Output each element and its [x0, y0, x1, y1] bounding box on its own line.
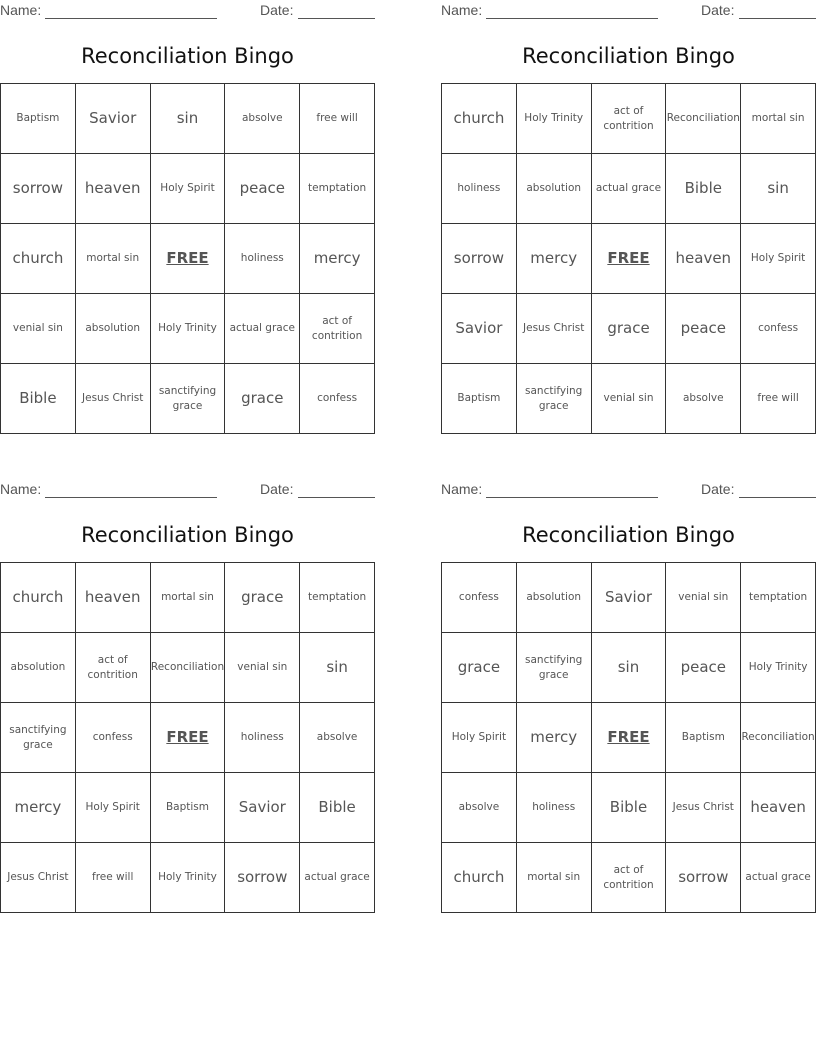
- bingo-cell: holiness: [225, 703, 300, 773]
- bingo-card: [441, 479, 816, 891]
- bingo-cell: temptation: [741, 563, 816, 633]
- date-label: Date:: [701, 481, 735, 497]
- bingo-grid: [441, 562, 816, 913]
- bingo-cell: act of contrition: [592, 843, 667, 913]
- bingo-cell: free will: [300, 84, 375, 154]
- bingo-cell: Jesus Christ: [76, 364, 151, 434]
- bingo-cell: holiness: [225, 224, 300, 294]
- bingo-cell: Holy Trinity: [517, 84, 592, 154]
- name-label: Name:: [441, 481, 483, 497]
- bingo-cell: Jesus Christ: [666, 773, 741, 843]
- bingo-cell: absolution: [1, 633, 76, 703]
- bingo-cell: Baptism: [442, 364, 517, 434]
- bingo-card: [0, 0, 375, 412]
- bingo-cell: church: [1, 563, 76, 633]
- bingo-cell: sorrow: [666, 843, 741, 913]
- bingo-cell: free will: [741, 364, 816, 434]
- name-blank: [486, 2, 658, 19]
- bingo-grid: [0, 83, 375, 434]
- date-label: Date:: [260, 2, 294, 18]
- date-blank: [298, 2, 375, 19]
- bingo-cell: Holy Trinity: [151, 843, 226, 913]
- bingo-cell: sin: [300, 633, 375, 703]
- bingo-cell: sanctifying grace: [151, 364, 226, 434]
- bingo-cell: grace: [225, 364, 300, 434]
- bingo-cell: confess: [300, 364, 375, 434]
- bingo-cell: grace: [592, 294, 667, 364]
- bingo-cell: mercy: [517, 224, 592, 294]
- bingo-grid: [0, 562, 375, 913]
- name-label: Name:: [0, 481, 42, 497]
- bingo-cell: mortal sin: [517, 843, 592, 913]
- bingo-cell: mortal sin: [151, 563, 226, 633]
- name-blank: [45, 2, 217, 19]
- bingo-cell: peace: [666, 633, 741, 703]
- name-date-row: [0, 0, 375, 22]
- bingo-cell: sanctifying grace: [517, 633, 592, 703]
- name-blank: [486, 481, 658, 498]
- bingo-cell: grace: [442, 633, 517, 703]
- bingo-cell: Holy Trinity: [741, 633, 816, 703]
- bingo-cell: Reconciliation: [666, 84, 741, 154]
- bingo-cell: peace: [666, 294, 741, 364]
- bingo-cell: mercy: [1, 773, 76, 843]
- bingo-cell: mortal sin: [741, 84, 816, 154]
- bingo-grid: [441, 83, 816, 434]
- bingo-cell: Reconciliation: [741, 703, 816, 773]
- bingo-cell: free will: [76, 843, 151, 913]
- bingo-cell: venial sin: [225, 633, 300, 703]
- date-label: Date:: [701, 2, 735, 18]
- date-blank: [298, 481, 375, 498]
- bingo-card: [441, 0, 816, 412]
- bingo-cell: Jesus Christ: [1, 843, 76, 913]
- bingo-cell: Reconciliation: [151, 633, 226, 703]
- name-label: Name:: [441, 2, 483, 18]
- bingo-cell: sanctifying grace: [517, 364, 592, 434]
- bingo-cell: absolve: [442, 773, 517, 843]
- bingo-cell: act of contrition: [300, 294, 375, 364]
- bingo-cell: confess: [442, 563, 517, 633]
- bingo-cell: Savior: [442, 294, 517, 364]
- free-space-cell: FREE: [151, 703, 226, 773]
- bingo-cell: mercy: [517, 703, 592, 773]
- name-date-row: [441, 0, 816, 22]
- bingo-cell: temptation: [300, 563, 375, 633]
- bingo-cell: church: [442, 84, 517, 154]
- bingo-cell: actual grace: [225, 294, 300, 364]
- bingo-cell: sin: [741, 154, 816, 224]
- bingo-cell: absolution: [76, 294, 151, 364]
- free-space-cell: FREE: [592, 703, 667, 773]
- bingo-cell: peace: [225, 154, 300, 224]
- bingo-cell: sin: [592, 633, 667, 703]
- bingo-cell: sanctifying grace: [1, 703, 76, 773]
- bingo-cell: heaven: [76, 563, 151, 633]
- bingo-cell: church: [1, 224, 76, 294]
- bingo-cell: actual grace: [300, 843, 375, 913]
- bingo-cell: sin: [151, 84, 226, 154]
- name-date-row: [0, 479, 375, 501]
- bingo-cell: act of contrition: [592, 84, 667, 154]
- bingo-cell: holiness: [517, 773, 592, 843]
- bingo-cell: Bible: [666, 154, 741, 224]
- bingo-cell: sorrow: [225, 843, 300, 913]
- date-label: Date:: [260, 481, 294, 497]
- bingo-cell: Bible: [592, 773, 667, 843]
- bingo-cell: Jesus Christ: [517, 294, 592, 364]
- card-title: Reconciliation Bingo: [522, 44, 735, 68]
- bingo-cell: Baptism: [666, 703, 741, 773]
- bingo-cell: Baptism: [1, 84, 76, 154]
- bingo-cell: absolve: [225, 84, 300, 154]
- bingo-cell: sorrow: [442, 224, 517, 294]
- bingo-cell: absolution: [517, 154, 592, 224]
- bingo-cell: Savior: [225, 773, 300, 843]
- bingo-cell: Baptism: [151, 773, 226, 843]
- bingo-cell: venial sin: [592, 364, 667, 434]
- name-date-row: [441, 479, 816, 501]
- bingo-cell: actual grace: [741, 843, 816, 913]
- date-blank: [739, 481, 816, 498]
- bingo-cell: confess: [76, 703, 151, 773]
- bingo-cell: heaven: [76, 154, 151, 224]
- bingo-cell: Holy Spirit: [442, 703, 517, 773]
- bingo-cell: temptation: [300, 154, 375, 224]
- bingo-cell: Holy Trinity: [151, 294, 226, 364]
- bingo-cell: mercy: [300, 224, 375, 294]
- bingo-cell: sorrow: [1, 154, 76, 224]
- free-space-cell: FREE: [592, 224, 667, 294]
- bingo-cell: Holy Spirit: [151, 154, 226, 224]
- free-space-cell: FREE: [151, 224, 226, 294]
- bingo-cell: actual grace: [592, 154, 667, 224]
- bingo-cell: venial sin: [1, 294, 76, 364]
- bingo-cell: absolve: [666, 364, 741, 434]
- bingo-cell: Bible: [1, 364, 76, 434]
- bingo-cell: church: [442, 843, 517, 913]
- bingo-cell: Savior: [76, 84, 151, 154]
- bingo-cell: heaven: [666, 224, 741, 294]
- name-label: Name:: [0, 2, 42, 18]
- bingo-cell: Holy Spirit: [76, 773, 151, 843]
- bingo-cell: Bible: [300, 773, 375, 843]
- card-title: Reconciliation Bingo: [81, 523, 294, 547]
- card-title: Reconciliation Bingo: [81, 44, 294, 68]
- bingo-cell: heaven: [741, 773, 816, 843]
- bingo-cell: grace: [225, 563, 300, 633]
- bingo-cell: act of contrition: [76, 633, 151, 703]
- bingo-cell: holiness: [442, 154, 517, 224]
- bingo-cell: venial sin: [666, 563, 741, 633]
- bingo-cell: mortal sin: [76, 224, 151, 294]
- bingo-card: [0, 479, 375, 886]
- bingo-cell: Savior: [592, 563, 667, 633]
- card-title: Reconciliation Bingo: [522, 523, 735, 547]
- date-blank: [739, 2, 816, 19]
- bingo-cell: confess: [741, 294, 816, 364]
- bingo-cell: absolve: [300, 703, 375, 773]
- bingo-cell: Holy Spirit: [741, 224, 816, 294]
- name-blank: [45, 481, 217, 498]
- bingo-cell: absolution: [517, 563, 592, 633]
